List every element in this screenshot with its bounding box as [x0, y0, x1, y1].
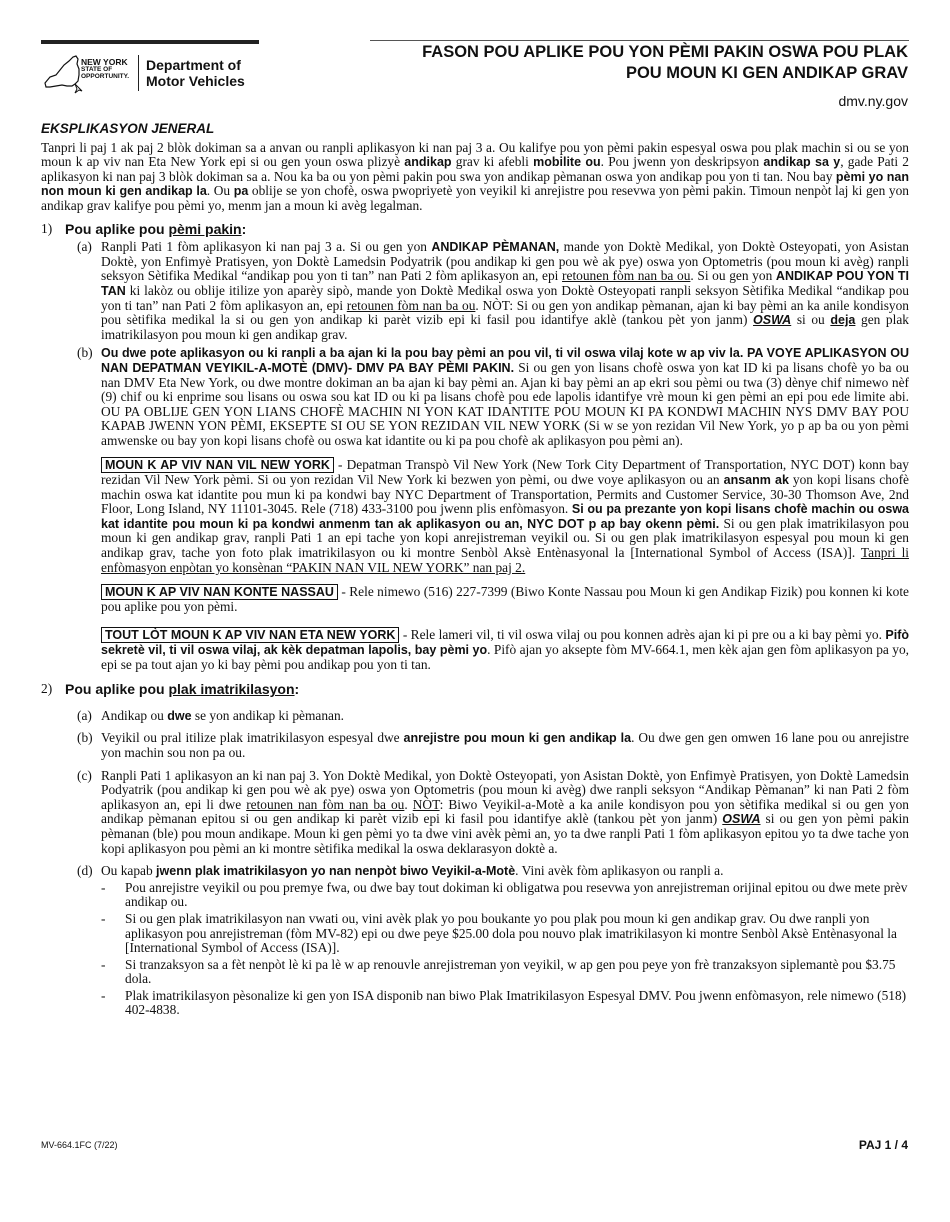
list-item: - Plak imatrikilasyon pèsonalize ki gen yon ISA disponib nan biwo Plak Imatrikilasyon Espesyal DMV. Pou jwenn enfòmasyon, rele nimewo (518) 402-4838. — [101, 987, 907, 1018]
logo-state-text — [81, 59, 129, 80]
form-title — [422, 42, 908, 84]
logo-state-line1: NEW YORK — [81, 57, 128, 67]
document-body — [41, 120, 909, 1018]
dmv-logo — [42, 53, 262, 95]
section-2-item-c: (c) Ranpli Pati 1 aplikasyon an ki nan paj 3. Yon Doktè Medikal, yon Doktè Osteyopati, yon Asistan Doktè, yon Enfimyè Pratisyen, yon Doktè Lamedsin Podyatrik (pou andikap ki gen pou wè ak pye) oswa yon Optometris (pou moun ki avèg) dwe ranpli seksyon “Andikap Pèmanan” ki nan Pati 2 fòm aplikasyon an, epi li dwe retounen nan fòm nan ba ou. NÒT: Biwo Veyikil-a-Motè a ka anile kondisyon pou yon sètifika medikal si ou gen yon andikap pèmanan epitou si ou gen andikap ki parèt vizib epi ki fasil pou idantifye aklè (tankou pèt yon janm) OSWA si ou gen yon pèmi pakin pèmanan (ble) pou moun andikape. Moun ki gen pèmi yo ta dwe vini avèk pèmi an, yo ta dwe ranpli Pati 1 fòm aplikasyon epitou yo ta dwe tache yon kopi aplikasyon pou pèmi an ki montre sètifika medikal la oswa deklarasyon doktè a. — [77, 767, 909, 856]
logo-divider — [138, 55, 139, 91]
list-item: - Pou anrejistre veyikil ou pou premye fwa, ou dwe bay tout dokiman ki obligatwa pou resevwa yon anrejistreman orijinal epitou ou dwe mete prèv andikap ou. — [101, 879, 908, 910]
logo-dept-line1: Department of — [146, 57, 241, 73]
form-id: MV-664.1FC (7/22) — [41, 1140, 118, 1150]
general-heading: EKSPLIKASYON JENERAL — [41, 121, 215, 136]
header-rule-thin — [370, 40, 909, 41]
state-residents-paragraph: TOUT LÒT MOUN K AP VIV NAN ETA NEW YORK - Rele lameri vil, ti vil oswa vilaj ou pou konnen adrès ajan ki pi pre ou a ki bay pèmi yo. Pifò sekretè vil, ti vil oswa vilaj, ak kèk depatman lapolis, bay pèmi yo. Pifò ajan yo aksepte fòm MV-664.1, men kèk ajan gen fòm aplikasyon pa yo, epi se pa tout ajan yo ki bay pèmi pou andikap pou yon ti tan. — [101, 627, 910, 672]
section-2-item-a: (a) Andikap ou dwe se yon andikap ki pèmanan. — [77, 707, 345, 723]
logo-state-line2: STATE OF — [81, 66, 113, 73]
logo-state-line3: OPPORTUNITY. — [81, 73, 130, 80]
dmv-url-link[interactable]: dmv.ny.gov — [838, 93, 908, 109]
section-1-item-b: (b) Ou dwe pote aplikasyon ou ki ranpli a ba ajan ki la pou bay pèmi an pou vil, ti vil oswa vilaj kote w ap viv la. PA VOYE APLIKASYON OU NAN DEPATMAN VEYIKIL-A-MOTÈ (DMV)- DMV PA BAY PÈMI PAKIN. Si ou gen yon lisans chofè oswa yon kat ID ki pa lisans chofè yo ba ou nan DMV Eta New York, ou dwe montre dokiman an ba ajan ki bay pèmi an. Ajan ki bay pèmi an ap ekri sou pèmi ou twa (3) dènye chif nimewo nèf (9) chif ou ki enprime sou lisans ou oswa sou kat ID ou ki pa lisans chofè pou ede lapolis idantifye vrè moun ki gen pèmi an epi pou ede limite abi. OU PA OBLIJE GEN YON LIANS CHOFÈ MACHIN NI YON KAT IDANTITE POU MOUN KI PA KONDWI MACHIN NYS DMV BAY POU KAPAB JWENN YON PÈMI, EKSEPTE SI OU SE YON REZIDAN VIL NEW YORK (Si w se yon rezidan Vil New York, yo p ap ba ou yon pèmi amwenske ou bay yon kopi lisans chofè ou oswa kat idantite ou ki pa pou chofè ak aplikasyon pou pèmi an). — [77, 345, 909, 448]
page-number: PAJ 1 / 4 — [858, 1138, 908, 1152]
form-title-line2: POU MOUN KI GEN ANDIKAP GRAV — [625, 64, 908, 82]
section-1-heading: 1) Pou aplike pou pèmi pakin: — [41, 220, 247, 237]
nassau-residents-paragraph: MOUN K AP VIV NAN KONTE NASSAU - Rele nimewo (516) 227-7399 (Biwo Konte Nassau pou Moun ki gen Andikap Fizik) pou konnen ki kote pou aplike pou yon pèmi. — [101, 584, 909, 614]
form-title-line1: FASON POU APLIKE POU YON PÈMI PAKIN OSWA POU PLAK — [422, 43, 908, 61]
logo-dept-name — [146, 57, 245, 89]
nassau-residents-label: MOUN K AP VIV NAN KONTE NASSAU — [101, 584, 338, 600]
list-item: - Si tranzaksyon sa a fèt nenpòt lè ki pa lè w ap renouvle anrejistreman yon veyikil, w ap gen pou peye yon frè tranzaksyon siplemantè pou $3.75 dola. — [101, 956, 896, 987]
nyc-residents-label: MOUN K AP VIV NAN VIL NEW YORK — [101, 457, 334, 473]
state-residents-label: TOUT LÒT MOUN K AP VIV NAN ETA NEW YORK — [101, 627, 399, 643]
nyc-residents-paragraph: MOUN K AP VIV NAN VIL NEW YORK - Depatman Transpò Vil New York (New Tork City Department of Transportation, NYC DOT) konn bay rezidan Vil New York pèmi. Si ou yon rezidan Vil New York ki bezwen yon pèmi, ou dwe voye aplikasyon ou an ansanm ak yon kopi lisans chofè machin oswa kat idantite pou mun ki pa kondwi bay NYC Department of Transportation, Permits and Customer Service, 30-30 Thomson Ave, 2nd Floor, Long Island, NY 11101-3045. Rele (718) 433-3100 pou jwenn plis enfòmasyon. Si ou pa prezante yon kopi lisans chofè machin ou oswa kat idantite pou moun ki pa kondwi anmenm tan ak aplikasyon ou an, NYC DOT p ap bay okenn pèmi. Si ou gen plak imatrikilasyon pou moun ki gen andikap grav, ranpli Pati 1 an epi tache yon kopi anrejistreman veyikil ou. Si ou gen plak imatrikilasyon espesyal pou moun ki gen andikap grav, tache yon foto plak imatrikilasyon ou ki montre Senbòl Aksè Entènasyonal la [International Symbol of Access (ISA)]. Tanpri li enfòmasyon enpòtan yo konsènan “PAKIN NAN VIL NEW YORK” nan paj 2. — [101, 457, 910, 575]
header-rule-thick — [41, 40, 259, 44]
list-item: - Si ou gen plak imatrikilasyon nan vwati ou, vini avèk plak yo pou boukante yo pou plak pou moun ki gen andikap grav. Ou dwe ranpli yon aplikasyon pou anrejistreman (fòm MV-82) epi ou dwe peye $25.00 dola pou nouvo plak imatrikilasyon ki montre Senbòl Aksè Entènasyonal la [International Symbol of Access (ISA)]. — [101, 910, 897, 956]
section-2-item-b: (b) Veyikil ou pral itilize plak imatrikilasyon espesyal dwe anrejistre pou moun ki gen andikap la. Ou dwe gen gen omwen 16 lane pou ou anrejistre yon machin sou non pa ou. — [77, 730, 909, 760]
general-paragraph: Tanpri li paj 1 ak paj 2 blòk dokiman sa a anvan ou ranpli aplikasyon ki nan paj 3 a. Ou kalifye pou yon pèmi pakin espesyal oswa pou plak machin si ou se yon moun k ap viv nan Eta New York epi si ou gen youn oswa plizyè andikap grav ki afebli mobilite ou. Pou jwenn yon deskripsyon andikap sa y, gade Pati 2 aplikasyon ki nan paj 3 blòk dokiman sa a. Nou ka ba ou yon pèmi pakin pou swa yon andikap pèmanan oswa yon andikap pou yon ti tan. Nou bay pèmi yo nan non moun ki gen andikap la. Ou pa oblije se yon chofè, oswa pwopriyetè yon veyikil ki anrejistre pou resevwa yon pèmi pakin. Timoun nenpòt laj ki gen yon andikap grav kalifye pou pèmi yo, menm jan a moun ki avèg legalman. — [41, 139, 910, 213]
logo-dept-line2: Motor Vehicles — [146, 73, 245, 89]
section-2-item-d: (d) Ou kapab jwenn plak imatrikilasyon yo nan nenpòt biwo Veyikil-a-Motè. Vini avèk fòm aplikasyon ou ranpli a. — [77, 863, 724, 879]
section-1-item-a: (a) Ranpli Pati 1 fòm aplikasyon ki nan paj 3 a. Si ou gen yon ANDIKAP PÈMANAN, mande yon Doktè Medikal, yon Doktè Osteyopati, yon Asistan Doktè, yon Enfimyè Pratisyen, yon Doktè Lamedsin Podyatrik (pou andikap ki gen pou wè ak pye) oswa yon Optometris (pou moun ki avèg) ranpli seksyon Sètifika Medikal “andikap pou yon ti tan” nan Pati 2 fòm aplikasyon an, epi retounen fòm nan ba ou. Si ou gen yon ANDIKAP POU YON TI TAN ki lakòz ou oblije itilize yon aparèy sipò, mande yon Doktè Medikal oswa yon Doktè Osteyopati ranpli seksyon Sètifika Medikal “andikap pou yon ti tan” nan Pati 2 fòm aplikasyon an, epi retounen fòm nan ba ou. NÒT: Si ou gen yon andikap pèmanan, ajan ki bay pèmi an ka anile kondisyon pou sètifika medikal la si ou gen yon andikap ki parèt vizib epi ki fasil pou idantifye aklè (tankou pèt yon janm) OSWA si ou deja gen plak imatrikilasyon pou moun ki gen andikap grav. — [77, 239, 910, 342]
section-2-heading: 2) Pou aplike pou plak imatrikilasyon: — [41, 681, 300, 698]
